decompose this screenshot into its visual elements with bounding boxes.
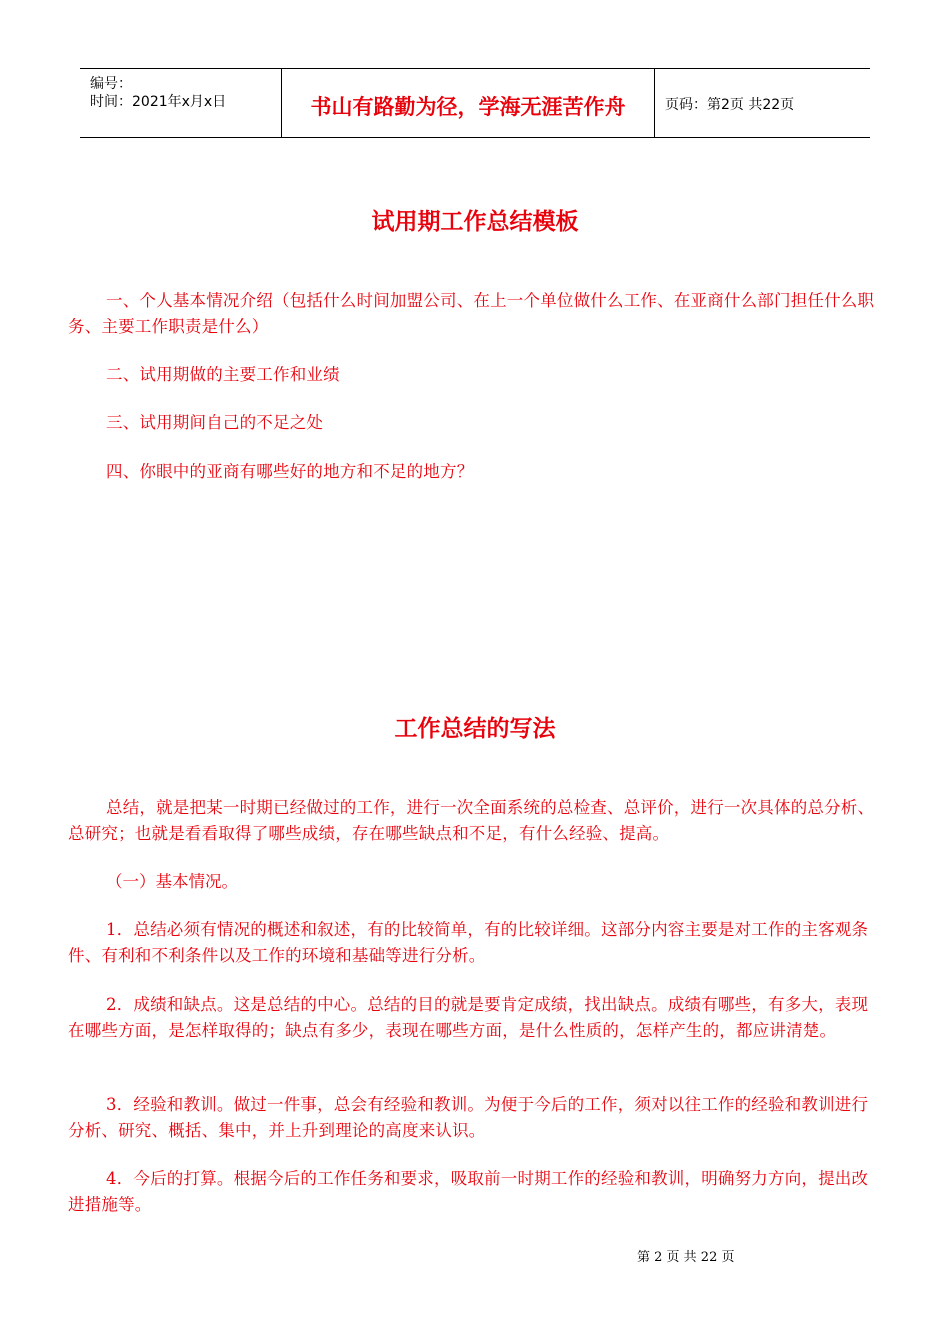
section1-item-4: 四、你眼中的亚商有哪些好的地方和不足的地方？ xyxy=(106,462,474,481)
section1-item-3: 三、试用期间自己的不足之处 xyxy=(106,413,324,432)
section2-point-3: 3．经验和教训。做过一件事，总会有经验和教训。为便于今后的工作，须对以往工作的经验和教训进行分析、研究、概括、集中，并上升到理论的高度来认识。 xyxy=(68,1095,869,1140)
header-page-cell xyxy=(655,69,870,137)
motto: 书山有路勤为径，学海无涯苦作舟 xyxy=(310,95,626,119)
header-meta-cell xyxy=(80,69,282,137)
section1-item-2: 二、试用期做的主要工作和业绩 xyxy=(106,365,340,384)
section1-title: 试用期工作总结模板 xyxy=(371,209,579,235)
section2-subhead: （一）基本情况。 xyxy=(106,872,238,891)
page-footer: 第 2 页 共 22 页 xyxy=(637,1250,735,1265)
page-info: 页码：第2页 共22页 xyxy=(665,97,795,113)
time-label: 时间：2021年x月x日 xyxy=(90,94,227,110)
section2-point-2: 2．成绩和缺点。这是总结的中心。总结的目的就是要肯定成绩，找出缺点。成绩有哪些，有多大，表现在哪些方面，是怎样取得的；缺点有多少，表现在哪些方面，是什么性质的，怎样产生的，都应讲清楚。 xyxy=(68,995,869,1040)
section2-point-1: 1．总结必须有情况的概述和叙述，有的比较简单，有的比较详细。这部分内容主要是对工作的主客观条件、有利和不利条件以及工作的环境和基础等进行分析。 xyxy=(68,920,869,965)
section2-title: 工作总结的写法 xyxy=(394,716,556,742)
section2-intro: 总结，就是把某一时期已经做过的工作，进行一次全面系统的总检查、总评价，进行一次具体的总分析、总研究；也就是看看取得了哪些成绩，存在哪些缺点和不足，有什么经验、提高。 xyxy=(68,798,875,843)
header-motto-cell xyxy=(282,69,655,137)
section1-item-1: 一、个人基本情况介绍（包括什么时间加盟公司、在上一个单位做什么工作、在亚商什么部门担任什么职务、主要工作职责是什么） xyxy=(68,291,875,336)
section2-point-4: 4．今后的打算。根据今后的工作任务和要求，吸取前一时期工作的经验和教训，明确努力方向，提出改进措施等。 xyxy=(68,1169,869,1214)
header-table xyxy=(80,68,870,138)
serial-label: 编号： xyxy=(90,76,132,92)
